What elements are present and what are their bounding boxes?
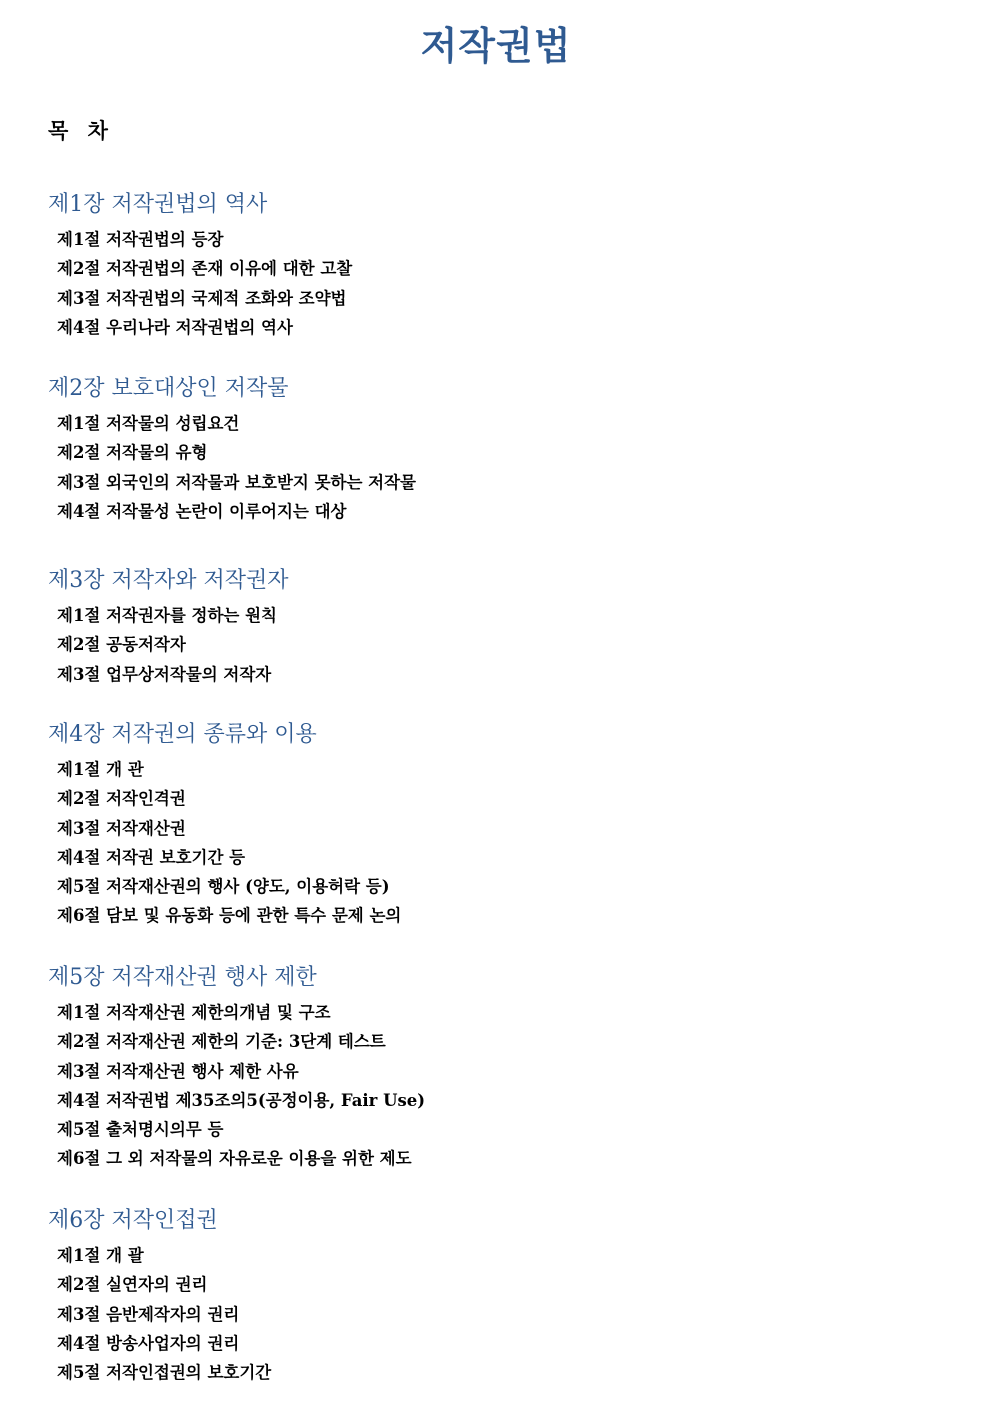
chapter-title: 제4장 저작권의 종류와 이용 xyxy=(48,722,317,747)
chapter-title: 제1장 저작권법의 역사 xyxy=(48,192,268,217)
section-item: 제4절 저작권법 제35조의5(공정이용, Fair Use) xyxy=(57,1090,426,1110)
section-item: 제4절 저작권 보호기간 등 xyxy=(57,847,246,867)
chapter-title: 제5장 저작재산권 행사 제한 xyxy=(48,965,317,990)
section-item: 제6절 그 외 저작물의 자유로운 이용을 위한 제도 xyxy=(57,1149,412,1169)
section-item: 제2절 저작재산권 제한의 기준: 3단계 테스트 xyxy=(57,1032,386,1052)
section-item: 제1절 개 괄 xyxy=(57,1246,144,1265)
section-item: 제2절 공동저작자 xyxy=(57,635,186,655)
section-item: 제3절 저작재산권 행사 제한 사유 xyxy=(57,1061,299,1081)
chapter-4 xyxy=(48,720,948,931)
section-item: 제3절 업무상저작물의 저작자 xyxy=(57,664,272,684)
section-item: 제1절 저작권자를 정하는 원칙 xyxy=(57,606,277,625)
section-item: 제3절 음반제작자의 권리 xyxy=(57,1304,240,1324)
chapter-3 xyxy=(48,566,948,689)
section-item: 제2절 저작권법의 존재 이유에 대한 고찰 xyxy=(57,259,353,279)
chapter-2 xyxy=(48,374,948,526)
section-item: 제2절 저작인격권 xyxy=(57,789,186,809)
section-item: 제5절 출처명시의무 등 xyxy=(57,1120,224,1140)
toc-heading: 목 차 xyxy=(48,118,114,143)
chapter-5 xyxy=(48,963,948,1174)
section-item: 제1절 저작물의 성립요건 xyxy=(57,414,240,433)
section-item: 제4절 저작물성 논란이 이루어지는 대상 xyxy=(57,501,347,521)
section-item: 제4절 방송사업자의 권리 xyxy=(57,1333,240,1353)
section-item: 제2절 저작물의 유형 xyxy=(57,443,208,463)
chapter-1 xyxy=(48,190,948,342)
section-item: 제1절 저작권법의 등장 xyxy=(57,230,224,249)
section-item: 제2절 실연자의 권리 xyxy=(57,1275,208,1295)
section-item: 제3절 저작재산권 xyxy=(57,818,186,838)
section-item: 제1절 개 관 xyxy=(57,760,144,779)
section-item: 제1절 저작재산권 제한의개념 및 구조 xyxy=(57,1003,331,1022)
chapter-title: 제6장 저작인접권 xyxy=(48,1208,218,1233)
section-item: 제5절 저작재산권의 행사 (양도, 이용허락 등) xyxy=(57,877,390,897)
chapter-title: 제2장 보호대상인 저작물 xyxy=(48,376,289,401)
section-item: 제3절 저작권법의 국제적 조화와 조약법 xyxy=(57,288,347,308)
chapter-title: 제3장 저작자와 저작권자 xyxy=(48,568,289,593)
document-title: 저작권법 xyxy=(420,23,572,68)
section-item: 제4절 우리나라 저작권법의 역사 xyxy=(57,317,293,337)
section-item: 제5절 저작인접권의 보호기간 xyxy=(57,1363,272,1383)
section-item: 제6절 담보 및 유동화 등에 관한 특수 문제 논의 xyxy=(57,906,402,926)
chapter-6 xyxy=(48,1206,948,1387)
section-item: 제3절 외국인의 저작물과 보호받지 못하는 저작물 xyxy=(57,472,416,492)
